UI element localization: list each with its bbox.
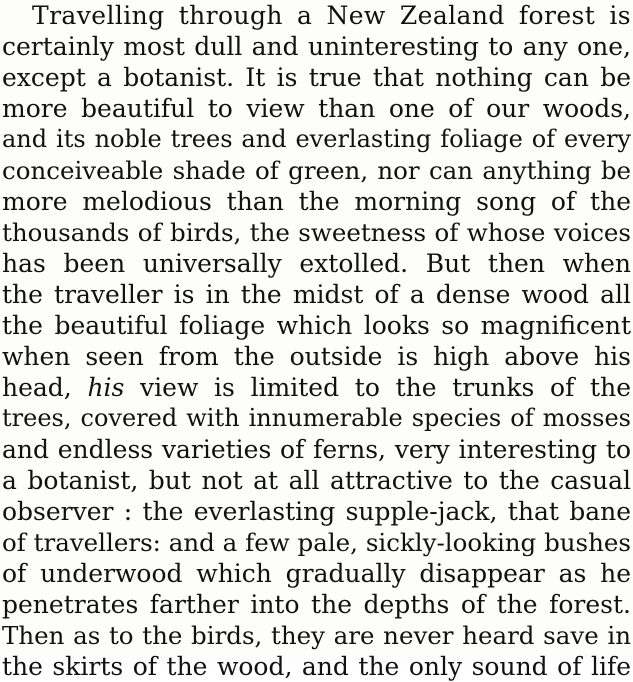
text-line-11: the beautiful foliage which looks so magnificent bbox=[2, 311, 631, 340]
text-line-8: thousands of birds, the sweetness of whose voices bbox=[2, 218, 631, 247]
text-line-3: except a botanist. It is true that nothing can be bbox=[2, 63, 631, 92]
text-line-5: and its noble trees and everlasting foliage of every bbox=[2, 125, 631, 153]
text-line-15: and endless varieties of ferns, very interesting to bbox=[2, 435, 631, 464]
article-body bbox=[2, 0, 631, 682]
text-line-19: of underwood which gradually disappear as he bbox=[2, 559, 631, 588]
text-line-10: the traveller is in the midst of a dense wood all bbox=[2, 280, 631, 309]
text-line-20: penetrates farther into the depths of the forest. bbox=[2, 590, 631, 619]
text-line-16: a botanist, but not at all attractive to the casual bbox=[2, 466, 631, 495]
text-line-22: the skirts of the wood, and the only sound of life bbox=[2, 652, 631, 681]
emphasized-word: his bbox=[87, 373, 125, 402]
text-line-14: trees, covered with innumerable species of mosses bbox=[2, 404, 631, 432]
text-line-7: more melodious than the morning song of the bbox=[2, 187, 631, 216]
text-line-13: head, his view is limited to the trunks of the bbox=[2, 373, 631, 402]
text-line-6: conceiveable shade of green, nor can anything be bbox=[2, 156, 631, 185]
text-line-9: has been universally extolled. But then when bbox=[2, 249, 631, 278]
text-line-2: certainly most dull and uninteresting to any one, bbox=[2, 32, 631, 61]
text-line-21: Then as to the birds, they are never heard save in bbox=[2, 621, 631, 650]
text-line-1: Travelling through a New Zealand forest is bbox=[32, 1, 631, 30]
text-line-17: observer : the everlasting supple-jack, that bane bbox=[2, 497, 631, 526]
text-line-12: when seen from the outside is high above his bbox=[2, 342, 631, 371]
text-line-18: of travellers: and a few pale, sickly-looking bushes bbox=[2, 528, 631, 557]
text-line-4: more beautiful to view than one of our woods, bbox=[2, 94, 631, 123]
